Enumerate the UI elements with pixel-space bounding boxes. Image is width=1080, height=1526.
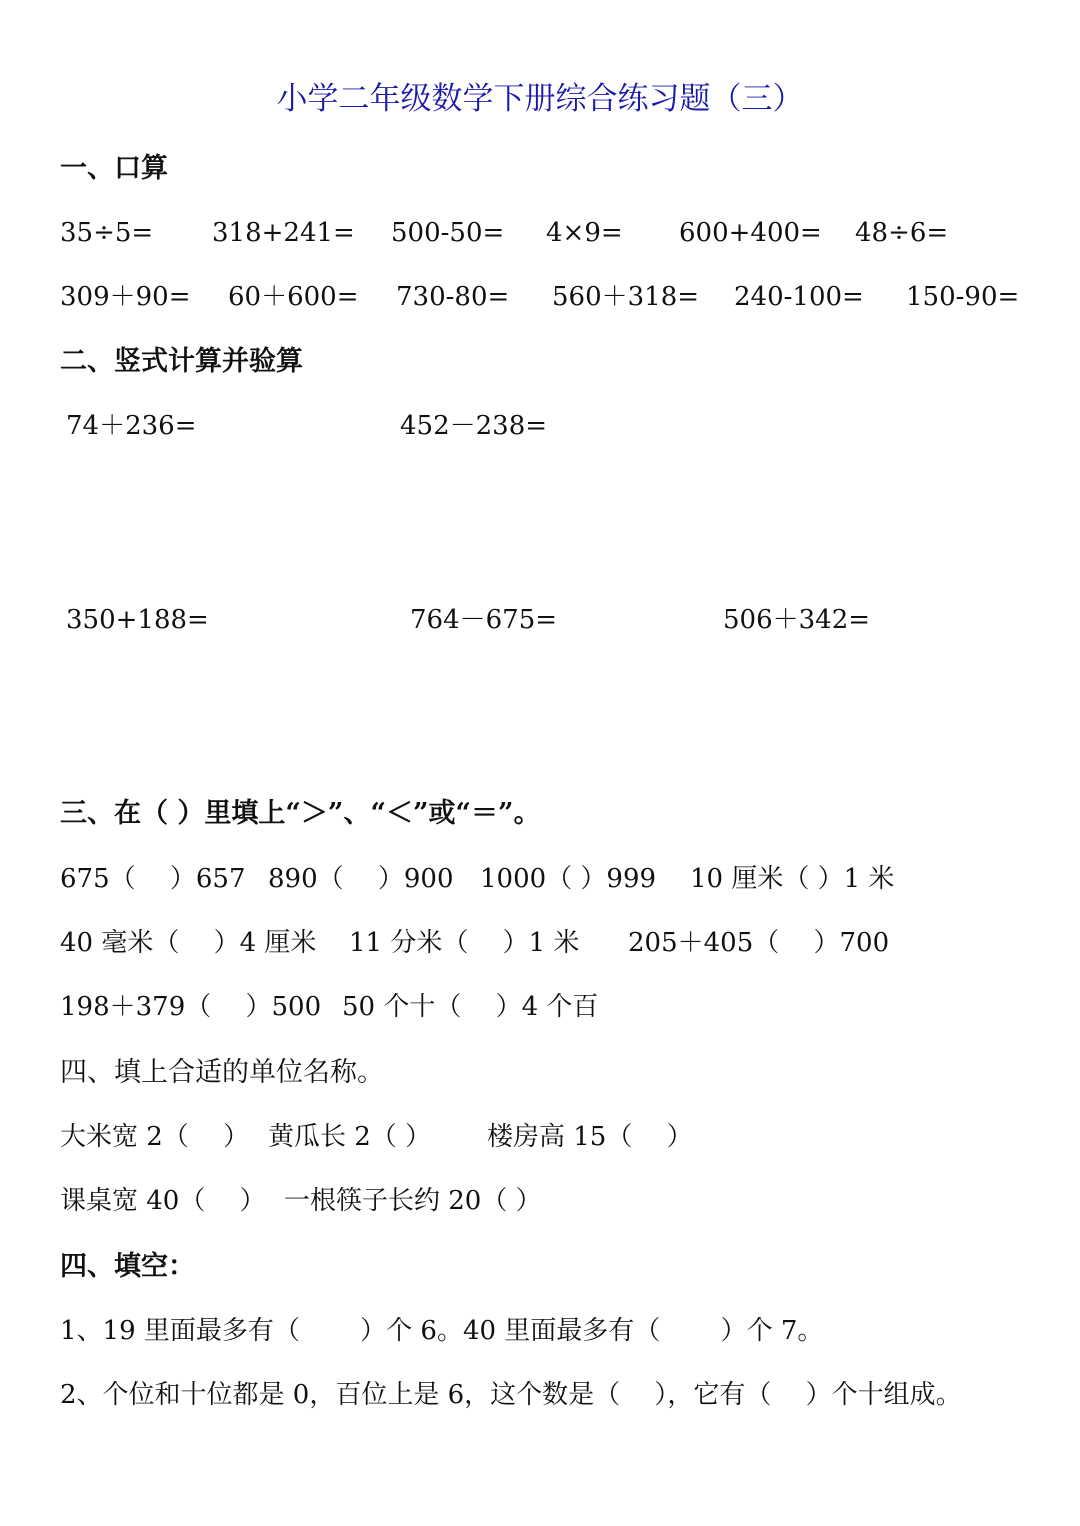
- section-heading-oral-calc: 一、口算: [60, 153, 168, 184]
- fill-blank-question-1: 1、19 里面最多有（ ）个 6。40 里面最多有（ ）个 7。: [60, 1316, 824, 1346]
- unit-item: 楼房高 15（ ）: [487, 1122, 693, 1152]
- vertical-calc-item: 764－675=: [410, 605, 558, 635]
- unit-item: 一根筷子长约 20（ ）: [284, 1186, 542, 1216]
- compare-item: 205＋405（ ）700: [628, 928, 890, 958]
- oral-calc-item: 48÷6=: [855, 218, 949, 248]
- unit-item: 大米宽 2（ ）: [60, 1122, 250, 1152]
- section-heading-compare: 三、在（ ）里填上“＞”、“＜”或“＝”。: [60, 798, 541, 829]
- oral-calc-item: 560＋318=: [552, 282, 700, 312]
- oral-calc-item: 730-80=: [396, 282, 510, 312]
- unit-item: 黄瓜长 2（ ）: [268, 1122, 432, 1152]
- section-heading-fill-blank: 四、填空：: [60, 1251, 195, 1282]
- oral-calc-item: 318+241=: [212, 218, 355, 248]
- oral-calc-item: 309＋90=: [60, 282, 191, 312]
- fill-blank-question-2: 2、个位和十位都是 0，百位上是 6，这个数是（ ），它有（ ）个十组成。: [60, 1380, 962, 1410]
- oral-calc-item: 500-50=: [391, 218, 505, 248]
- section-heading-units: 四、填上合适的单位名称。: [60, 1057, 384, 1088]
- oral-calc-item: 600+400=: [679, 218, 822, 248]
- compare-item: 50 个十（ ）4 个百: [342, 992, 599, 1022]
- oral-calc-item: 4×9=: [546, 218, 623, 248]
- compare-item: 675（ ）657: [60, 864, 246, 894]
- vertical-calc-item: 506＋342=: [723, 605, 871, 635]
- compare-item: 198＋379（ ）500: [60, 992, 322, 1022]
- compare-item: 890（ ）900: [268, 864, 454, 894]
- vertical-calc-item: 74＋236=: [66, 411, 197, 441]
- vertical-calc-item: 452－238=: [400, 411, 548, 441]
- oral-calc-item: 35÷5=: [60, 218, 154, 248]
- unit-item: 课桌宽 40（ ）: [60, 1186, 266, 1216]
- oral-calc-item: 60＋600=: [228, 282, 359, 312]
- compare-item: 40 毫米（ ）4 厘米: [60, 928, 317, 958]
- oral-calc-item: 240-100=: [734, 282, 864, 312]
- compare-item: 11 分米（ ）1 米: [349, 928, 580, 958]
- page-title: 小学二年级数学下册综合练习题（三）: [276, 81, 804, 117]
- oral-calc-item: 150-90=: [906, 282, 1020, 312]
- vertical-calc-item: 350+188=: [66, 605, 209, 635]
- compare-item: 10 厘米（ ）1 米: [690, 864, 895, 894]
- compare-item: 1000（ ）999: [480, 864, 657, 894]
- section-heading-vertical-calc: 二、竖式计算并验算: [60, 346, 303, 377]
